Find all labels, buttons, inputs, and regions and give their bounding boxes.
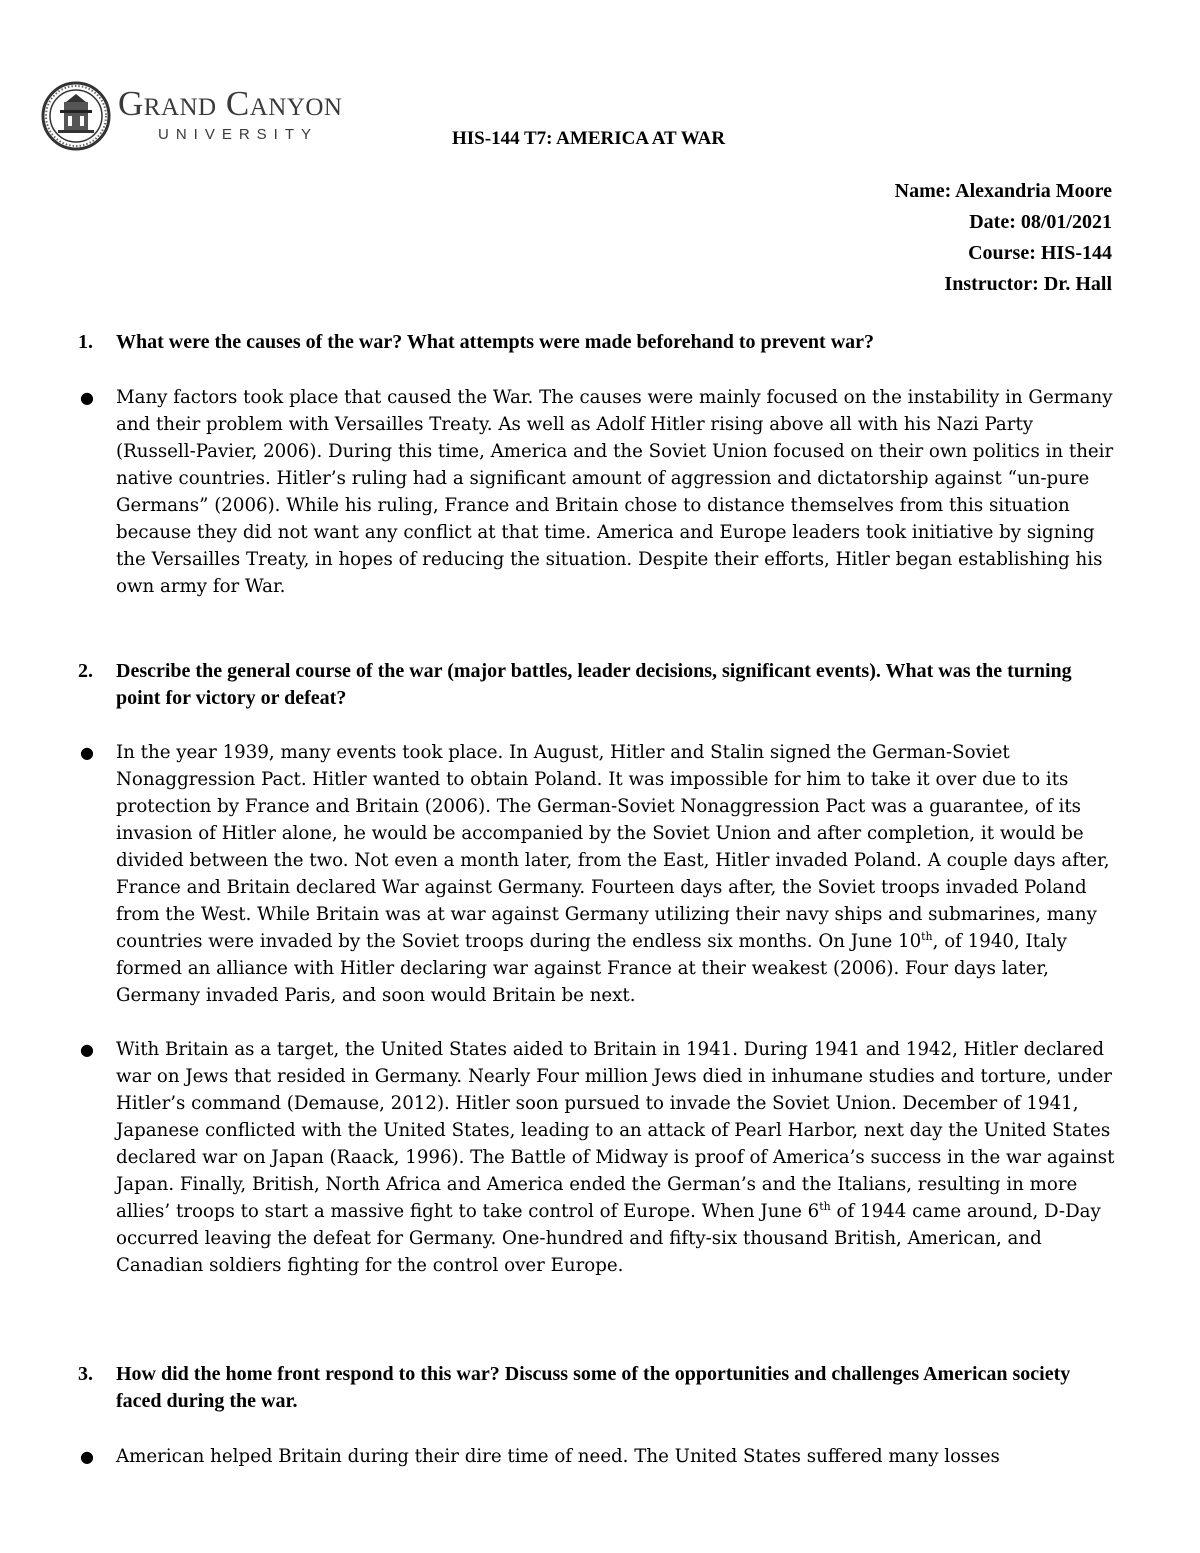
answer-text: In the year 1939, many events took place. In August, Hitler and Stalin signed the German-Soviet Nonaggression Pact. Hitler wanted to obtain Poland. It was impossible for him to take it over due to its protection by France and Britain (2006). The German-Soviet Nonaggression Pact was a guarantee, of its invasion of Hitler alone, he would be accompanied by the Soviet Union and after completion, it would be divided between the two. Not even a month later, from the East, Hitler invaded Poland. A couple days after, France and Britain declared War against Germany. Fourteen days after, the Soviet troops invaded Poland from the West. While Britain was at war against Germany utilizing their navy ships and submarines, many countries were invaded by the Soviet troops during the endless six months. On June 10th, of 1940, Italy formed an alliance with Hitler declaring war against France at their weakest (2006). Four days later, Germany invaded Paris, and soon would Britain be next.: [116, 742, 1110, 1006]
document-title: HIS-144 T7: AMERICA AT WAR: [452, 128, 726, 149]
answer-text: American helped Britain during their dire time of need. The United States suffered many losses: [116, 1446, 1000, 1467]
question-text: What were the causes of the war? What attempts were made beforehand to prevent war?: [116, 331, 875, 353]
bullet-icon: ●: [80, 743, 94, 762]
question-1: [78, 329, 1118, 356]
question-number: 1.: [78, 331, 93, 353]
student-info: [895, 176, 1112, 300]
university-seal-icon: [40, 80, 112, 152]
question-text: Describe the general course of the war (major battles, leader decisions, significant events). What was the turning point for victory or defeat?: [116, 660, 1072, 709]
submission-date: Date: 08/01/2021: [969, 211, 1112, 233]
answer-2-2: [78, 1036, 1118, 1279]
question-2: [78, 658, 1118, 712]
instructor-name: Instructor: Dr. Hall: [944, 273, 1112, 295]
question-number: 3.: [78, 1363, 93, 1385]
logo-subtitle: UNIVERSITY: [158, 126, 319, 143]
question-text: How did the home front respond to this war? Discuss some of the opportunities and challenges American society faced during the war.: [116, 1363, 1071, 1412]
student-name: Name: Alexandria Moore: [894, 180, 1112, 202]
answer-1-1: [78, 384, 1118, 600]
answer-text: Many factors took place that caused the War. The causes were mainly focused on the instability in Germany and their problem with Versailles Treaty. As well as Adolf Hitler rising above all with his Nazi Party (Russell-Pavier, 2006). During this time, America and the Soviet Union focused on their own politics in their native countries. Hitler’s ruling had a significant amount of aggression and dictatorship against “un-pure Germans” (2006). While his ruling, France and Britain chose to distance themselves from this situation because they did not want any conflict at that time. America and Europe leaders took initiative by signing the Versailles Treaty, in hopes of reducing the situation. Despite their efforts, Hitler began establishing his own army for War.: [116, 387, 1114, 597]
bullet-icon: ●: [80, 1447, 94, 1466]
bullet-icon: ●: [80, 388, 94, 407]
answer-2-1: [78, 739, 1118, 1009]
bullet-icon: ●: [80, 1040, 94, 1059]
logo-wordmark: Grand Canyon: [118, 84, 343, 123]
university-logo: [40, 84, 360, 154]
course-code: Course: HIS-144: [968, 242, 1112, 264]
answer-text: With Britain as a target, the United States aided to Britain in 1941. During 1941 and 1942, Hitler declared war on Jews that resided in Germany. Nearly Four million Jews died in inhumane studies and torture, under Hitler’s command (Demause, 2012). Hitler soon pursued to invade the Soviet Union. December of 1941, Japanese conflicted with the United States, leading to an attack of Pearl Harbor, next day the United States declared war on Japan (Raack, 1996). The Battle of Midway is proof of America’s success in the war against Japan. Finally, British, North Africa and America ended the German’s and the Italians, resulting in more allies’ troops to start a massive fight to take control of Europe. When June 6th of 1944 came around, D-Day occurred leaving the defeat for Germany. One-hundred and fifty-six thousand British, American, and Canadian soldiers fighting for the control over Europe.: [116, 1039, 1115, 1276]
question-number: 2.: [78, 660, 93, 682]
question-3: [78, 1361, 1118, 1415]
answer-3-1: [78, 1443, 1118, 1470]
